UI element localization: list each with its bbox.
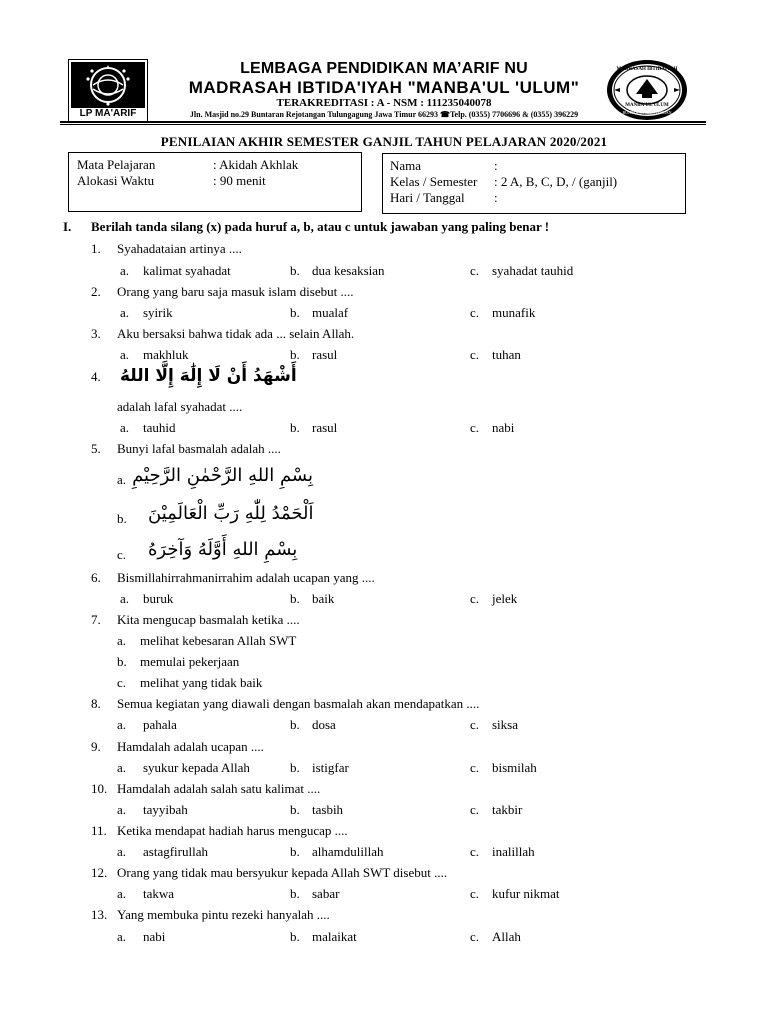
option-text: Allah bbox=[492, 929, 521, 944]
option-text: makhluk bbox=[143, 347, 189, 362]
hamdalah-arabic-option: اَلْحَمْدُ لِلّٰهِ رَبِّ الْعَالَمِيْنَ bbox=[148, 503, 314, 524]
option-text: bismilah bbox=[492, 760, 537, 775]
question-text: Bismillahirrahmanirrahim adalah ucapan yang .... bbox=[117, 570, 375, 585]
accreditation-line: TERAKREDITASI : A - NSM : 111235040078 bbox=[276, 97, 492, 109]
option-letter[interactable]: b. bbox=[290, 305, 300, 320]
option-letter[interactable]: a. bbox=[117, 929, 127, 944]
subject-label: Mata Pelajaran bbox=[77, 157, 156, 172]
question-number: 2. bbox=[91, 284, 101, 299]
option-text: takbir bbox=[492, 802, 523, 817]
question-number: 13. bbox=[91, 907, 108, 922]
header-divider bbox=[60, 121, 706, 123]
question-number: 8. bbox=[91, 696, 101, 711]
question-number: 6. bbox=[91, 570, 101, 585]
option-text: rasul bbox=[312, 420, 338, 435]
student-info-box bbox=[382, 153, 686, 214]
question-text: Kita mengucap basmalah ketika .... bbox=[117, 612, 300, 627]
option-text: siksa bbox=[492, 717, 518, 732]
header-divider-thin bbox=[60, 124, 706, 125]
option-text: astagfirullah bbox=[143, 844, 208, 859]
option-letter[interactable]: b. bbox=[290, 844, 300, 859]
question-text: Hamdalah adalah salah satu kalimat .... bbox=[117, 781, 321, 796]
option-letter[interactable]: b. bbox=[290, 802, 300, 817]
basmalah-short-arabic-option: بِسْمِ اللهِ أَوَّلَهُ وَآخِرَهُ bbox=[148, 539, 298, 560]
option-letter[interactable]: c. bbox=[470, 263, 480, 278]
seal-text-bottom: BUNTARAN REJOTANGAN bbox=[622, 110, 672, 115]
option-text: tauhid bbox=[143, 420, 176, 435]
option-letter[interactable]: c. bbox=[470, 347, 480, 362]
option-letter[interactable]: a. bbox=[117, 717, 127, 732]
shahada-arabic-text: أَشْهَدُ أَنْ لَا إِلَٰهَ إِلَّا اللهُ bbox=[120, 366, 297, 386]
basmalah-arabic-option: بِسْمِ اللهِ الرَّحْمٰنِ الرَّحِيْمِ bbox=[132, 465, 313, 486]
question-text: Yang membuka pintu rezeki hanyalah .... bbox=[117, 907, 330, 922]
option-text: nabi bbox=[492, 420, 515, 435]
option-letter[interactable]: c. bbox=[470, 802, 480, 817]
question-number: 4. bbox=[91, 369, 101, 384]
option-letter[interactable]: a. bbox=[117, 472, 127, 487]
option-text: inalillah bbox=[492, 844, 535, 859]
option-text: buruk bbox=[143, 591, 174, 606]
class-semester-value: : 2 A, B, C, D, / (ganjil) bbox=[494, 174, 618, 189]
question-text: Aku bersaksi bahwa tidak ada ... selain Allah. bbox=[117, 326, 355, 341]
class-semester-label: Kelas / Semester bbox=[390, 174, 478, 189]
option-letter[interactable]: a. bbox=[120, 347, 130, 362]
option-text: kufur nikmat bbox=[492, 886, 560, 901]
option-text: tuhan bbox=[492, 347, 521, 362]
option-letter[interactable]: b. bbox=[117, 654, 127, 669]
question-number: 11. bbox=[91, 823, 107, 838]
option-letter[interactable]: a. bbox=[120, 263, 130, 278]
option-letter[interactable]: a. bbox=[117, 844, 127, 859]
duration-label: Alokasi Waktu bbox=[77, 173, 155, 188]
option-letter[interactable]: a. bbox=[117, 633, 127, 648]
option-letter[interactable]: b. bbox=[290, 886, 300, 901]
option-letter[interactable]: b. bbox=[290, 263, 300, 278]
option-letter[interactable]: b. bbox=[117, 511, 127, 526]
option-text: istigfar bbox=[312, 760, 349, 775]
logo-left-caption: LP MA'ARIF bbox=[79, 108, 137, 119]
option-letter[interactable]: a. bbox=[120, 305, 130, 320]
question-text: Semua kegiatan yang diawali dengan basmalah akan mendapatkan .... bbox=[117, 696, 480, 711]
option-letter[interactable]: a. bbox=[120, 420, 130, 435]
option-text: melihat yang tidak baik bbox=[140, 675, 263, 690]
question-number: 12. bbox=[91, 865, 108, 880]
option-text: syahadat tauhid bbox=[492, 263, 574, 278]
question-number: 3. bbox=[91, 326, 101, 341]
question-number: 9. bbox=[91, 739, 101, 754]
option-letter[interactable]: c. bbox=[470, 929, 480, 944]
option-letter[interactable]: c. bbox=[117, 547, 127, 562]
question-text: Bunyi lafal basmalah adalah .... bbox=[117, 441, 281, 456]
option-text: dua kesaksian bbox=[312, 263, 385, 278]
question-number: 7. bbox=[91, 612, 101, 627]
option-letter[interactable]: c. bbox=[117, 675, 127, 690]
section-numeral: I. bbox=[63, 219, 72, 234]
exam-title: PENILAIAN AKHIR SEMESTER GANJIL TAHUN PELAJARAN 2020/2021 bbox=[160, 134, 608, 149]
option-text: alhamdulillah bbox=[312, 844, 384, 859]
option-text: syirik bbox=[143, 305, 173, 320]
question-text: Orang yang baru saja masuk islam disebut .... bbox=[117, 284, 354, 299]
question-text: adalah lafal syahadat .... bbox=[117, 399, 243, 414]
school-name: MADRASAH IBTIDA'IYAH "MANBA'UL 'ULUM" bbox=[188, 78, 580, 97]
option-letter[interactable]: c. bbox=[470, 760, 480, 775]
option-text: sabar bbox=[312, 886, 340, 901]
date-field[interactable]: : bbox=[494, 190, 498, 205]
name-field[interactable]: : bbox=[494, 158, 498, 173]
option-text: mualaf bbox=[312, 305, 349, 320]
option-text: syukur kepada Allah bbox=[143, 760, 250, 775]
option-text: takwa bbox=[143, 886, 175, 901]
option-text: memulai pekerjaan bbox=[140, 654, 240, 669]
option-letter[interactable]: b. bbox=[290, 760, 300, 775]
seal-text-top: MADRASAH IBTIDAIYAH bbox=[616, 67, 678, 72]
option-letter[interactable]: c. bbox=[470, 420, 480, 435]
option-text: munafik bbox=[492, 305, 536, 320]
subject-value: : Akidah Akhlak bbox=[213, 157, 299, 172]
option-text: nabi bbox=[143, 929, 166, 944]
seal-text-mid: MANBA'UL ULUM bbox=[625, 103, 669, 108]
option-letter[interactable]: c. bbox=[470, 591, 480, 606]
option-text: baik bbox=[312, 591, 335, 606]
option-text: tasbih bbox=[312, 802, 344, 817]
option-letter[interactable]: c. bbox=[470, 886, 480, 901]
option-text: malaikat bbox=[312, 929, 357, 944]
question-text: Orang yang tidak mau bersyukur kepada Allah SWT disebut .... bbox=[117, 865, 448, 880]
date-label: Hari / Tanggal bbox=[390, 190, 465, 205]
question-text: Ketika mendapat hadiah harus mengucap .... bbox=[117, 823, 348, 838]
address-line: Jln. Masjid no.29 Buntaran Rejotangan Tulungagung Jawa Timur 66293 ☎Telp. (0355) 7706696 & (0355) 396229 bbox=[189, 110, 579, 119]
option-text: pahala bbox=[143, 717, 177, 732]
option-letter[interactable]: b. bbox=[290, 347, 300, 362]
option-text: jelek bbox=[492, 591, 518, 606]
option-letter[interactable]: c. bbox=[470, 844, 480, 859]
option-text: melihat kebesaran Allah SWT bbox=[140, 633, 297, 648]
option-letter[interactable]: c. bbox=[470, 717, 480, 732]
institution-line: LEMBAGA PENDIDIKAN MA’ARIF NU bbox=[240, 60, 528, 77]
option-text: rasul bbox=[312, 347, 338, 362]
question-number: 1. bbox=[91, 241, 101, 256]
option-letter[interactable]: b. bbox=[290, 717, 300, 732]
option-letter[interactable]: b. bbox=[290, 420, 300, 435]
option-letter[interactable]: a. bbox=[117, 802, 127, 817]
question-number: 5. bbox=[91, 441, 101, 456]
name-label: Nama bbox=[390, 158, 422, 173]
option-letter[interactable]: a. bbox=[120, 591, 130, 606]
section-instruction: Berilah tanda silang (x) pada huruf a, b, atau c untuk jawaban yang paling benar ! bbox=[91, 219, 550, 234]
option-letter[interactable]: b. bbox=[290, 929, 300, 944]
option-letter[interactable]: b. bbox=[290, 591, 300, 606]
option-text: tayyibah bbox=[143, 802, 188, 817]
option-letter[interactable]: a. bbox=[117, 760, 127, 775]
option-letter[interactable]: a. bbox=[117, 886, 127, 901]
option-text: kalimat syahadat bbox=[143, 263, 231, 278]
question-number: 10. bbox=[91, 781, 108, 796]
option-text: dosa bbox=[312, 717, 336, 732]
question-text: Syahadataian artinya .... bbox=[117, 241, 242, 256]
option-letter[interactable]: c. bbox=[470, 305, 480, 320]
subject-info-box bbox=[68, 152, 362, 212]
duration-value: : 90 menit bbox=[213, 173, 266, 188]
question-text: Hamdalah adalah ucapan .... bbox=[117, 739, 264, 754]
